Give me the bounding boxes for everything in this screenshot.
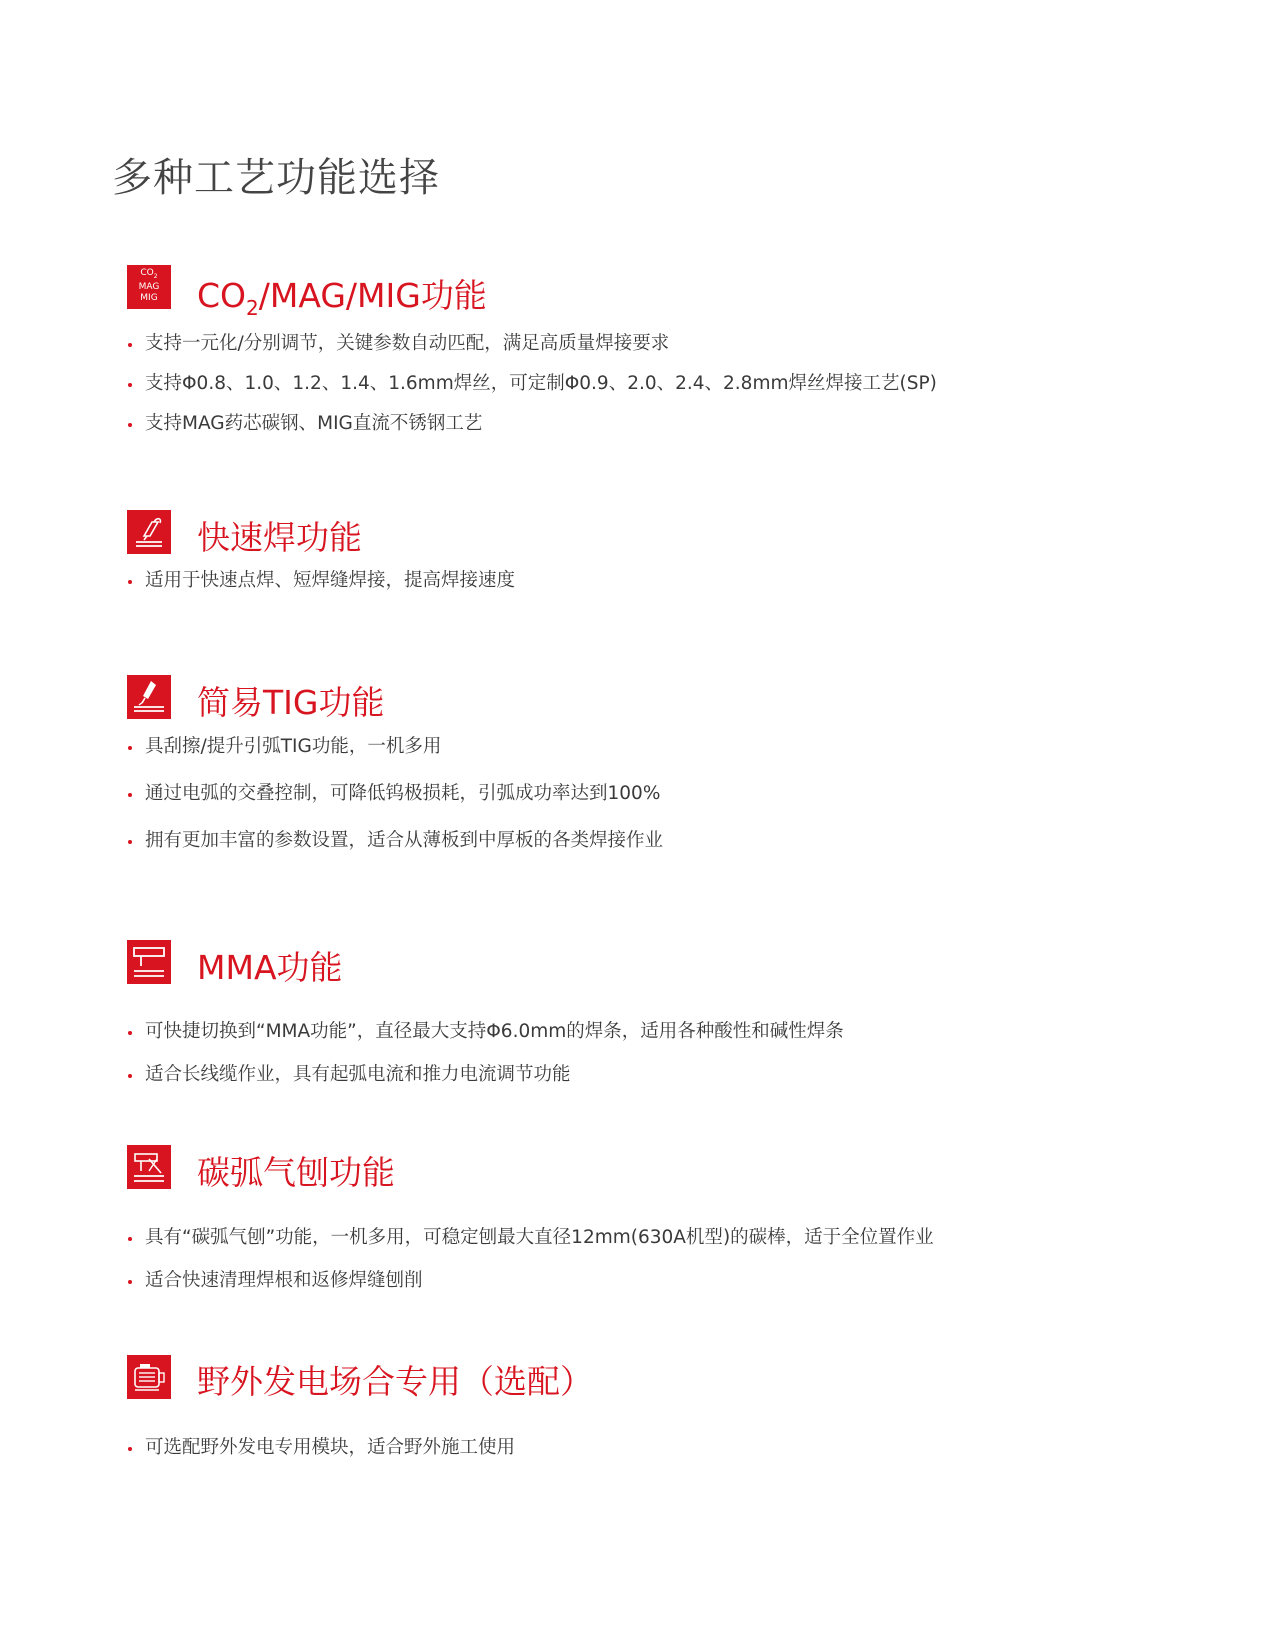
section-title: MMA功能 bbox=[197, 948, 343, 987]
carbon-arc-gouging-icon bbox=[127, 1145, 171, 1189]
list-item: 通过电弧的交叠控制，可降低钨极损耗，引弧成功率达到100% bbox=[127, 780, 663, 808]
icon-label: $CO_2$ MAG MIG bbox=[138, 268, 160, 303]
tig-torch-icon bbox=[127, 675, 171, 719]
mma-electrode-icon bbox=[127, 940, 171, 984]
section-tig bbox=[127, 675, 1207, 851]
section-carbon-arc-gouging bbox=[127, 1145, 1207, 1291]
section-title: 碳弧气刨功能 bbox=[197, 1153, 395, 1192]
generator-icon bbox=[127, 1355, 171, 1399]
list-item: 支持Φ0.8、1.0、1.2、1.4、1.6mm焊丝，可定制Φ0.9、2.0、2.4、2.8mm焊丝焊接工艺(SP) bbox=[127, 370, 937, 398]
bullet-list bbox=[127, 330, 937, 438]
bullet-list bbox=[127, 1434, 515, 1462]
section-header bbox=[127, 265, 1207, 320]
section-co2-mag-mig bbox=[127, 265, 1207, 434]
list-item: 适用于快速点焊、短焊缝焊接，提高焊接速度 bbox=[127, 567, 515, 595]
section-generator bbox=[127, 1355, 1207, 1458]
bullet-list bbox=[127, 733, 663, 855]
section-header bbox=[127, 940, 1207, 988]
bullet-list bbox=[127, 567, 515, 595]
page-title: 多种工艺功能选择 bbox=[112, 155, 440, 201]
co2-mag-mig-icon bbox=[127, 265, 171, 309]
section-header bbox=[127, 1355, 1207, 1403]
fast-weld-icon bbox=[127, 510, 171, 554]
section-header bbox=[127, 1145, 1207, 1193]
section-title: $CO_2/MAG$/MIG功能 bbox=[197, 276, 487, 320]
list-item: 具刮擦/提升引弧TIG功能，一机多用 bbox=[127, 733, 663, 761]
bullet-list bbox=[127, 1224, 934, 1295]
bullet-list bbox=[127, 1018, 844, 1089]
section-header bbox=[127, 675, 1207, 723]
section-title: 简易TIG功能 bbox=[197, 683, 385, 722]
list-item: 拥有更加丰富的参数设置，适合从薄板到中厚板的各类焊接作业 bbox=[127, 827, 663, 855]
list-item: 支持MAG药芯碳钢、MIG直流不锈钢工艺 bbox=[127, 410, 937, 438]
section-mma bbox=[127, 940, 1207, 1085]
section-header bbox=[127, 510, 1207, 558]
list-item: 具有“碳弧气刨”功能，一机多用，可稳定刨最大直径12mm(630A机型)的碳棒，适于全位置作业 bbox=[127, 1224, 934, 1252]
section-fast-weld bbox=[127, 510, 1207, 591]
list-item: 支持一元化/分别调节，关键参数自动匹配，满足高质量焊接要求 bbox=[127, 330, 937, 358]
list-item: 适合快速清理焊根和返修焊缝刨削 bbox=[127, 1267, 934, 1295]
list-item: 可快捷切换到“MMA功能”，直径最大支持Φ6.0mm的焊条，适用各种酸性和碱性焊条 bbox=[127, 1018, 844, 1046]
section-title: 野外发电场合专用（选配） bbox=[197, 1362, 593, 1401]
list-item: 可选配野外发电专用模块，适合野外施工使用 bbox=[127, 1434, 515, 1462]
list-item: 适合长线缆作业，具有起弧电流和推力电流调节功能 bbox=[127, 1061, 844, 1089]
section-title: 快速焊功能 bbox=[197, 518, 362, 557]
